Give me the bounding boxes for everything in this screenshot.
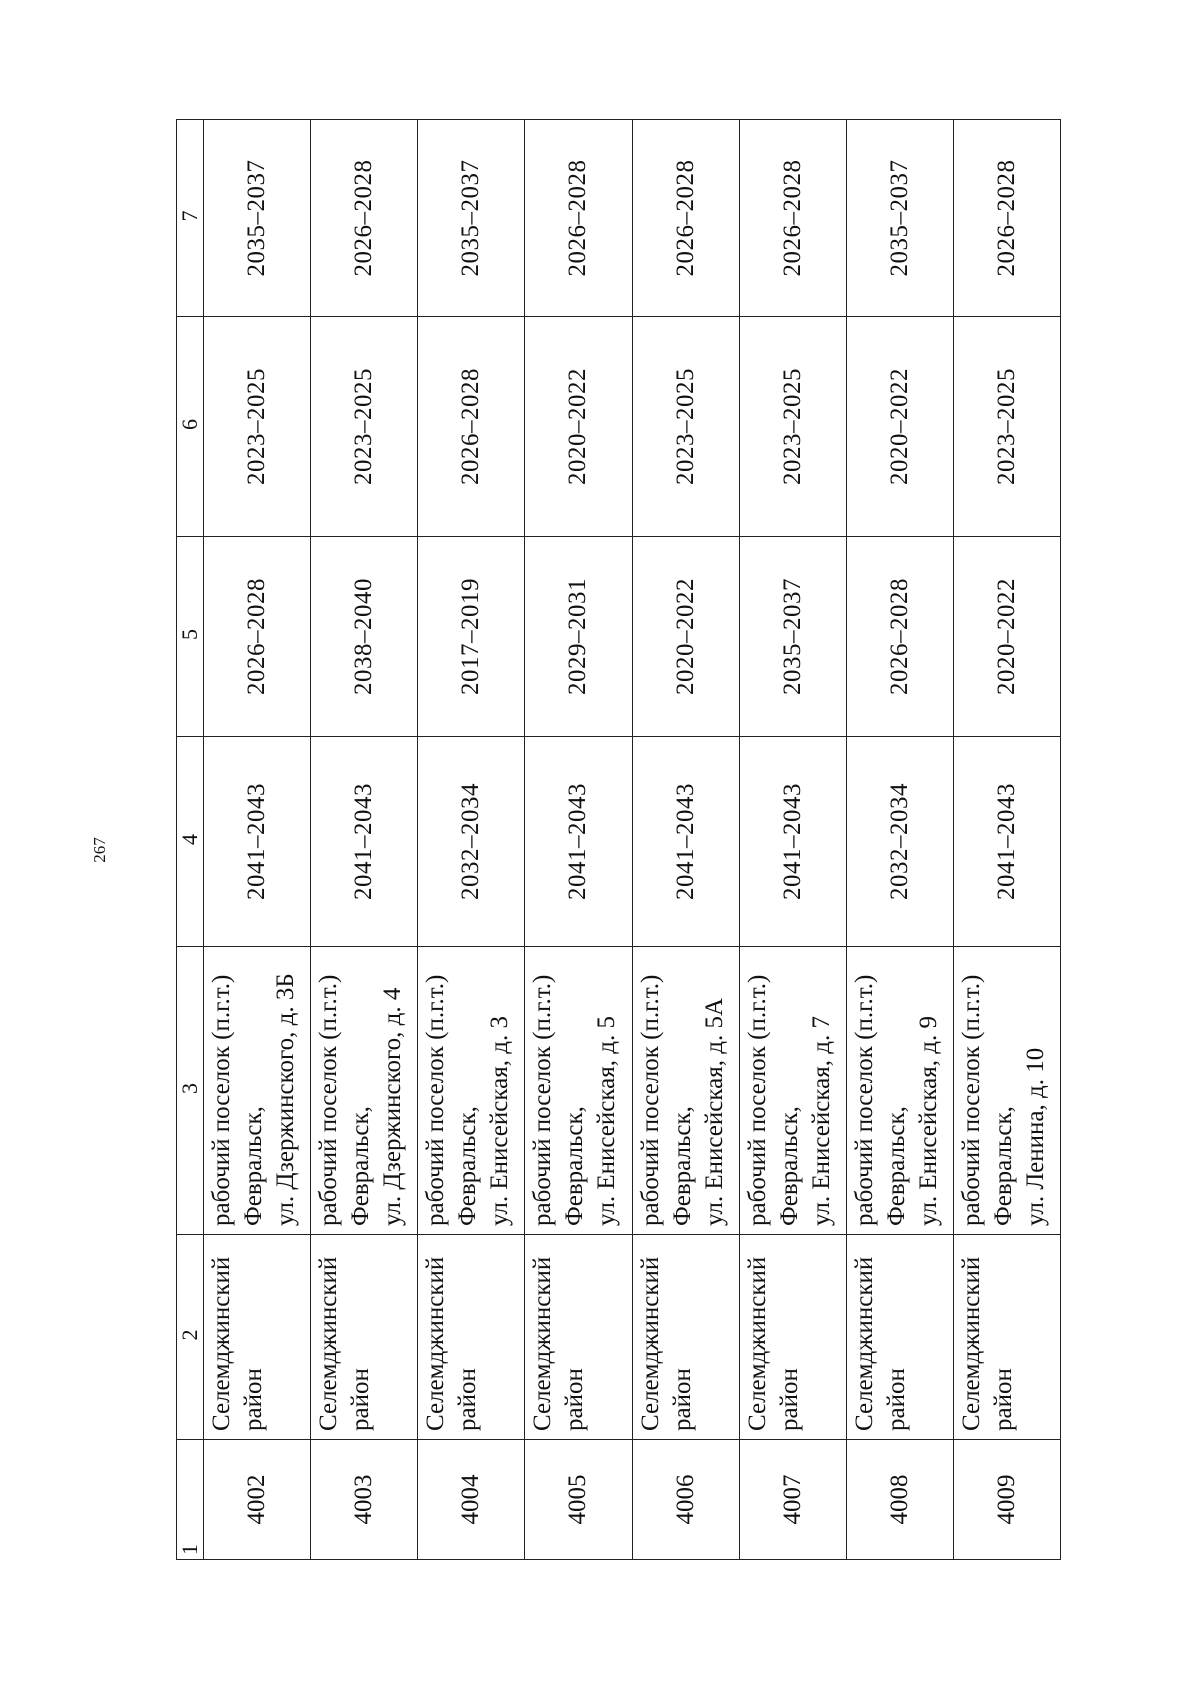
period-col-4: 2041–2043	[739, 737, 846, 947]
address-line: Февральск,	[454, 1106, 482, 1226]
row-number: 4006	[632, 1440, 739, 1560]
period-col-6: 2023–2025	[632, 317, 739, 537]
header-col-3: 3	[177, 947, 204, 1235]
period-col-6: 2026–2028	[418, 317, 525, 537]
row-number: 4007	[739, 1440, 846, 1560]
address-cell	[953, 947, 1060, 1235]
table-row	[846, 120, 953, 1560]
district-line: район	[668, 1368, 696, 1431]
district-cell	[739, 1235, 846, 1440]
period-col-7: 2026–2028	[739, 120, 846, 317]
address-line: Февральск,	[775, 1106, 803, 1226]
address-line: ул. Дзержинского, д. 4	[379, 987, 407, 1226]
address-line: Февральск,	[347, 1106, 375, 1226]
row-number: 4009	[953, 1440, 1060, 1560]
district-line: Селемджинский	[850, 1256, 878, 1431]
address-line: Февральск,	[989, 1106, 1017, 1226]
table-row	[953, 120, 1060, 1560]
district-cell	[525, 1235, 632, 1440]
address-line: ул. Енисейская, д. 3	[486, 1016, 514, 1226]
period-col-5: 2035–2037	[739, 537, 846, 737]
district-cell	[204, 1235, 311, 1440]
period-col-6: 2023–2025	[311, 317, 418, 537]
district-line: район	[240, 1368, 267, 1431]
period-col-6: 2020–2022	[846, 317, 953, 537]
period-col-5: 2017–2019	[418, 537, 525, 737]
period-col-5: 2026–2028	[204, 537, 311, 737]
district-line: район	[882, 1368, 910, 1431]
period-col-4: 2032–2034	[846, 737, 953, 947]
period-col-5: 2026–2028	[846, 537, 953, 737]
address-line: рабочий поселок (п.г.т.)	[208, 974, 235, 1226]
header-col-7: 7	[177, 120, 204, 317]
header-col-4: 4	[177, 737, 204, 947]
district-cell	[953, 1235, 1060, 1440]
address-line: Февральск,	[561, 1106, 589, 1226]
address-cell	[739, 947, 846, 1235]
address-line: Февральск,	[240, 1106, 267, 1226]
district-line: Селемджинский	[529, 1256, 557, 1431]
district-line: район	[989, 1368, 1017, 1431]
period-col-7: 2035–2037	[418, 120, 525, 317]
district-line: Селемджинский	[315, 1256, 343, 1431]
district-line: Селемджинский	[422, 1256, 450, 1431]
address-line: ул. Енисейская, д. 7	[807, 1016, 835, 1226]
header-col-1: 1	[177, 1440, 204, 1560]
address-line: ул. Дзержинского, д. 3Б	[272, 973, 299, 1226]
period-col-7: 2035–2037	[846, 120, 953, 317]
period-col-4: 2041–2043	[311, 737, 418, 947]
district-line: Селемджинский	[743, 1256, 771, 1431]
address-cell	[204, 947, 311, 1235]
period-col-7: 2026–2028	[632, 120, 739, 317]
rotated-table-container	[176, 120, 1061, 1560]
table-row	[311, 120, 418, 1560]
address-line: ул. Енисейская, д. 5А	[700, 997, 728, 1226]
district-line: район	[347, 1368, 375, 1431]
address-line: рабочий поселок (п.г.т.)	[529, 974, 557, 1226]
address-line: ул. Енисейская, д. 5	[593, 1016, 621, 1226]
address-line: рабочий поселок (п.г.т.)	[957, 974, 985, 1226]
period-col-4: 2041–2043	[632, 737, 739, 947]
address-cell	[632, 947, 739, 1235]
district-line: Селемджинский	[636, 1256, 664, 1431]
address-line: ул. Ленина, д. 10	[1021, 1047, 1049, 1226]
period-col-5: 2020–2022	[953, 537, 1060, 737]
district-line: район	[775, 1368, 803, 1431]
address-cell	[311, 947, 418, 1235]
header-col-5: 5	[177, 537, 204, 737]
address-line: ул. Енисейская, д. 9	[914, 1016, 942, 1226]
address-cell	[525, 947, 632, 1235]
period-col-5: 2029–2031	[525, 537, 632, 737]
address-line: Февральск,	[668, 1106, 696, 1226]
row-number: 4008	[846, 1440, 953, 1560]
table-row	[739, 120, 846, 1560]
district-line: район	[454, 1368, 482, 1431]
address-line: рабочий поселок (п.г.т.)	[636, 974, 664, 1226]
row-number: 4004	[418, 1440, 525, 1560]
header-col-6: 6	[177, 317, 204, 537]
period-col-6: 2023–2025	[739, 317, 846, 537]
period-col-4: 2041–2043	[953, 737, 1060, 947]
district-cell	[311, 1235, 418, 1440]
address-cell	[846, 947, 953, 1235]
period-col-7: 2035–2037	[204, 120, 311, 317]
address-line: рабочий поселок (п.г.т.)	[315, 974, 343, 1226]
table-row	[632, 120, 739, 1560]
table-row	[418, 120, 525, 1560]
table-row	[204, 120, 311, 1560]
district-cell	[632, 1235, 739, 1440]
header-row	[177, 120, 204, 1560]
period-col-6: 2020–2022	[525, 317, 632, 537]
district-line: Селемджинский	[957, 1256, 985, 1431]
table-row	[525, 120, 632, 1560]
period-col-6: 2023–2025	[953, 317, 1060, 537]
row-number: 4003	[311, 1440, 418, 1560]
address-cell	[418, 947, 525, 1235]
address-line: рабочий поселок (п.г.т.)	[422, 974, 450, 1226]
district-cell	[846, 1235, 953, 1440]
period-col-7: 2026–2028	[311, 120, 418, 317]
address-line: рабочий поселок (п.г.т.)	[743, 974, 771, 1226]
header-col-2: 2	[177, 1235, 204, 1440]
period-col-5: 2020–2022	[632, 537, 739, 737]
row-number: 4002	[204, 1440, 311, 1560]
district-cell	[418, 1235, 525, 1440]
period-col-4: 2041–2043	[204, 737, 311, 947]
period-col-4: 2032–2034	[418, 737, 525, 947]
page-number: 267	[90, 837, 109, 863]
period-col-7: 2026–2028	[525, 120, 632, 317]
row-number: 4005	[525, 1440, 632, 1560]
period-col-4: 2041–2043	[525, 737, 632, 947]
period-col-7: 2026–2028	[953, 120, 1060, 317]
period-col-5: 2038–2040	[311, 537, 418, 737]
district-line: Селемджинский	[208, 1256, 235, 1431]
housing-repair-table	[176, 119, 1061, 1560]
period-col-6: 2023–2025	[204, 317, 311, 537]
district-line: район	[561, 1368, 589, 1431]
address-line: рабочий поселок (п.г.т.)	[850, 974, 878, 1226]
address-line: Февральск,	[882, 1106, 910, 1226]
